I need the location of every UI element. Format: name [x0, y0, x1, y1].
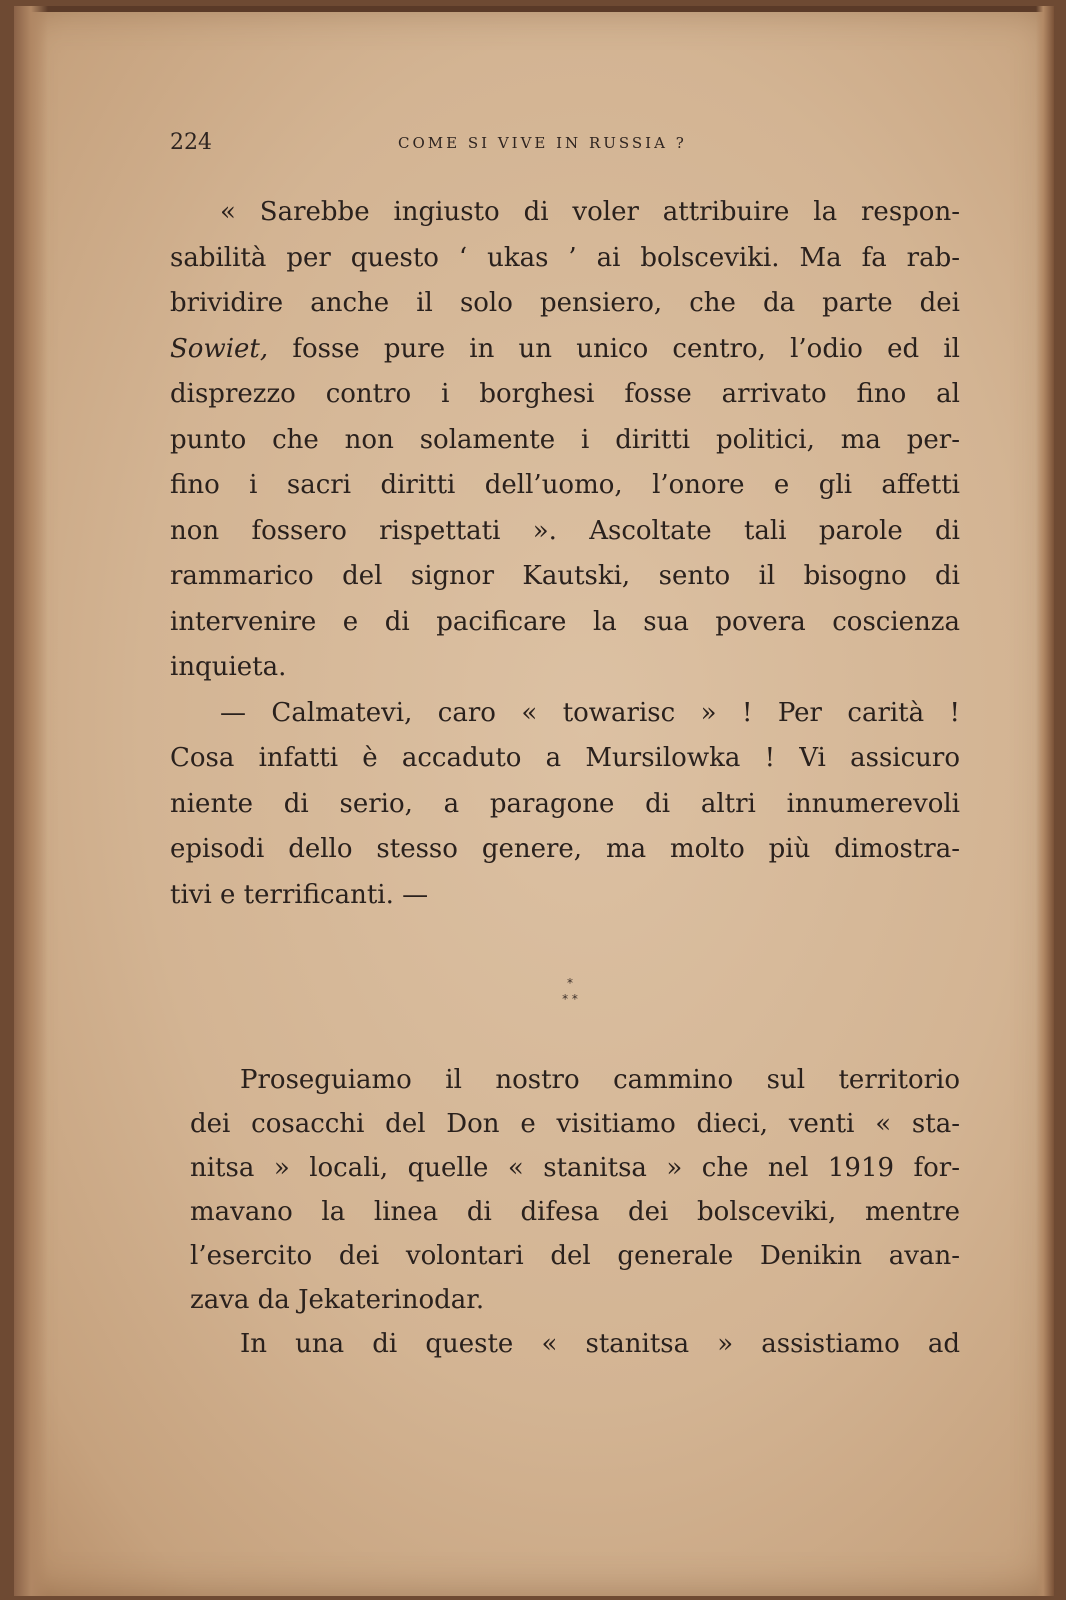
text-line: zava da Jekaterinodar. — [190, 1285, 485, 1315]
page-top-edge — [14, 6, 1054, 12]
text-line: — Calmatevi, caro « towarisc » ! Per carità ! — [220, 697, 960, 728]
text-line: dei cosacchi del Don e visitiamo dieci, venti « sta- — [190, 1109, 960, 1139]
text-line: l’esercito dei volontari del generale Denikin avan- — [190, 1241, 960, 1271]
page-number: 224 — [170, 130, 212, 155]
running-title: COME SI VIVE IN RUSSIA ? — [398, 134, 687, 152]
body-text-bottom — [190, 1058, 960, 1366]
book-spine-shadow — [14, 6, 48, 1596]
page-right-edge — [1036, 6, 1054, 1596]
asterism-top: * — [567, 976, 573, 990]
text-line: tivi e terrificanti. — — [170, 879, 429, 910]
text-line: brividire anche il solo pensiero, che da parte dei — [170, 288, 960, 318]
text-line: disprezzo contro i borghesi fosse arrivato fino al — [170, 379, 960, 409]
body-text-top — [170, 190, 960, 918]
text-line: nitsa » locali, quelle « stanitsa » che nel 1919 for- — [190, 1153, 960, 1183]
text-line: sabilità per questo ‘ ukas ’ ai bolsceviki. Ma fa rab- — [170, 242, 960, 273]
text-line: Proseguiamo il nostro cammino sul territorio — [240, 1065, 960, 1095]
text-line: punto che non solamente i diritti politici, ma per- — [170, 424, 960, 455]
text-line: intervenire e di pacificare la sua povera coscienza — [170, 606, 960, 637]
text-line: niente di serio, a paragone di altri innumerevoli — [170, 788, 960, 819]
text-line: « Sarebbe ingiusto di voler attribuire la respon- — [220, 197, 960, 227]
text-line: fino i sacri diritti dell’uomo, l’onore e gli affetti — [170, 470, 960, 500]
section-asterism — [540, 975, 600, 1015]
text-line: rammarico del signor Kautski, sento il bisogno di — [170, 561, 960, 591]
text-line: non fossero rispettati ». Ascoltate tali parole di — [170, 515, 960, 546]
italic-word: Sowiet, — [170, 333, 269, 364]
text-line: Sowiet, fosse pure in un unico centro, l’odio ed il — [170, 333, 960, 364]
text-line: mavano la linea di difesa dei bolsceviki, mentre — [190, 1197, 960, 1227]
text-line: In una di queste « stanitsa » assistiamo ad — [240, 1329, 960, 1359]
running-head — [170, 130, 750, 160]
asterism-bottom: * * — [562, 992, 578, 1006]
text-line: Cosa infatti è accaduto a Mursilowka ! Vi assicuro — [170, 743, 960, 773]
text-line: inquieta. — [170, 652, 287, 682]
text-line: episodi dello stesso genere, ma molto più dimostra- — [170, 834, 960, 864]
